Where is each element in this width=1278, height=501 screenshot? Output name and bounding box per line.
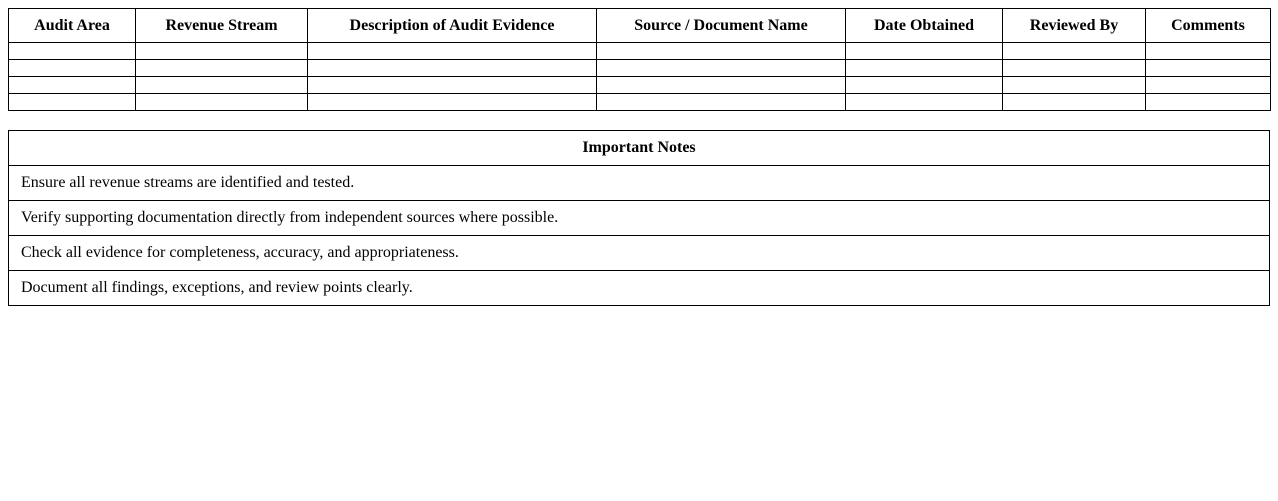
table-cell[interactable] — [1146, 94, 1271, 111]
notes-header-row — [9, 131, 1270, 166]
table-cell[interactable] — [1003, 94, 1146, 111]
table-cell[interactable] — [136, 60, 308, 77]
table-row — [9, 43, 1271, 60]
note-item: Document all findings, exceptions, and review points clearly. — [9, 271, 1270, 306]
table-row — [9, 77, 1271, 94]
table-cell[interactable] — [308, 94, 597, 111]
table-cell[interactable] — [597, 60, 846, 77]
column-header-comments: Comments — [1146, 9, 1271, 43]
table-cell[interactable] — [597, 77, 846, 94]
column-header-reviewed-by: Reviewed By — [1003, 9, 1146, 43]
note-row — [9, 166, 1270, 201]
column-header-source-document: Source / Document Name — [597, 9, 846, 43]
table-cell[interactable] — [9, 43, 136, 60]
table-cell[interactable] — [597, 94, 846, 111]
table-cell[interactable] — [1146, 43, 1271, 60]
table-cell[interactable] — [9, 60, 136, 77]
table-cell[interactable] — [136, 43, 308, 60]
table-cell[interactable] — [1146, 77, 1271, 94]
table-cell[interactable] — [9, 77, 136, 94]
note-item: Ensure all revenue streams are identified and tested. — [9, 166, 1270, 201]
table-cell[interactable] — [136, 94, 308, 111]
column-header-description: Description of Audit Evidence — [308, 9, 597, 43]
table-cell[interactable] — [1003, 77, 1146, 94]
note-item: Verify supporting documentation directly from independent sources where possible. — [9, 201, 1270, 236]
column-header-date-obtained: Date Obtained — [846, 9, 1003, 43]
column-header-audit-area: Audit Area — [9, 9, 136, 43]
audit-evidence-table — [8, 8, 1271, 111]
table-cell[interactable] — [1003, 60, 1146, 77]
table-row — [9, 60, 1271, 77]
table-header-row — [9, 9, 1271, 43]
column-header-revenue-stream: Revenue Stream — [136, 9, 308, 43]
note-row — [9, 271, 1270, 306]
table-cell[interactable] — [136, 77, 308, 94]
table-cell[interactable] — [846, 60, 1003, 77]
table-cell[interactable] — [846, 77, 1003, 94]
table-cell[interactable] — [308, 43, 597, 60]
table-cell[interactable] — [1146, 60, 1271, 77]
table-cell[interactable] — [846, 43, 1003, 60]
table-cell[interactable] — [846, 94, 1003, 111]
important-notes-table — [8, 130, 1270, 306]
table-cell[interactable] — [308, 60, 597, 77]
table-cell[interactable] — [597, 43, 846, 60]
table-cell[interactable] — [1003, 43, 1146, 60]
table-cell[interactable] — [9, 94, 136, 111]
table-row — [9, 94, 1271, 111]
note-item: Check all evidence for completeness, accuracy, and appropriateness. — [9, 236, 1270, 271]
note-row — [9, 236, 1270, 271]
notes-title: Important Notes — [9, 131, 1270, 166]
table-cell[interactable] — [308, 77, 597, 94]
note-row — [9, 201, 1270, 236]
